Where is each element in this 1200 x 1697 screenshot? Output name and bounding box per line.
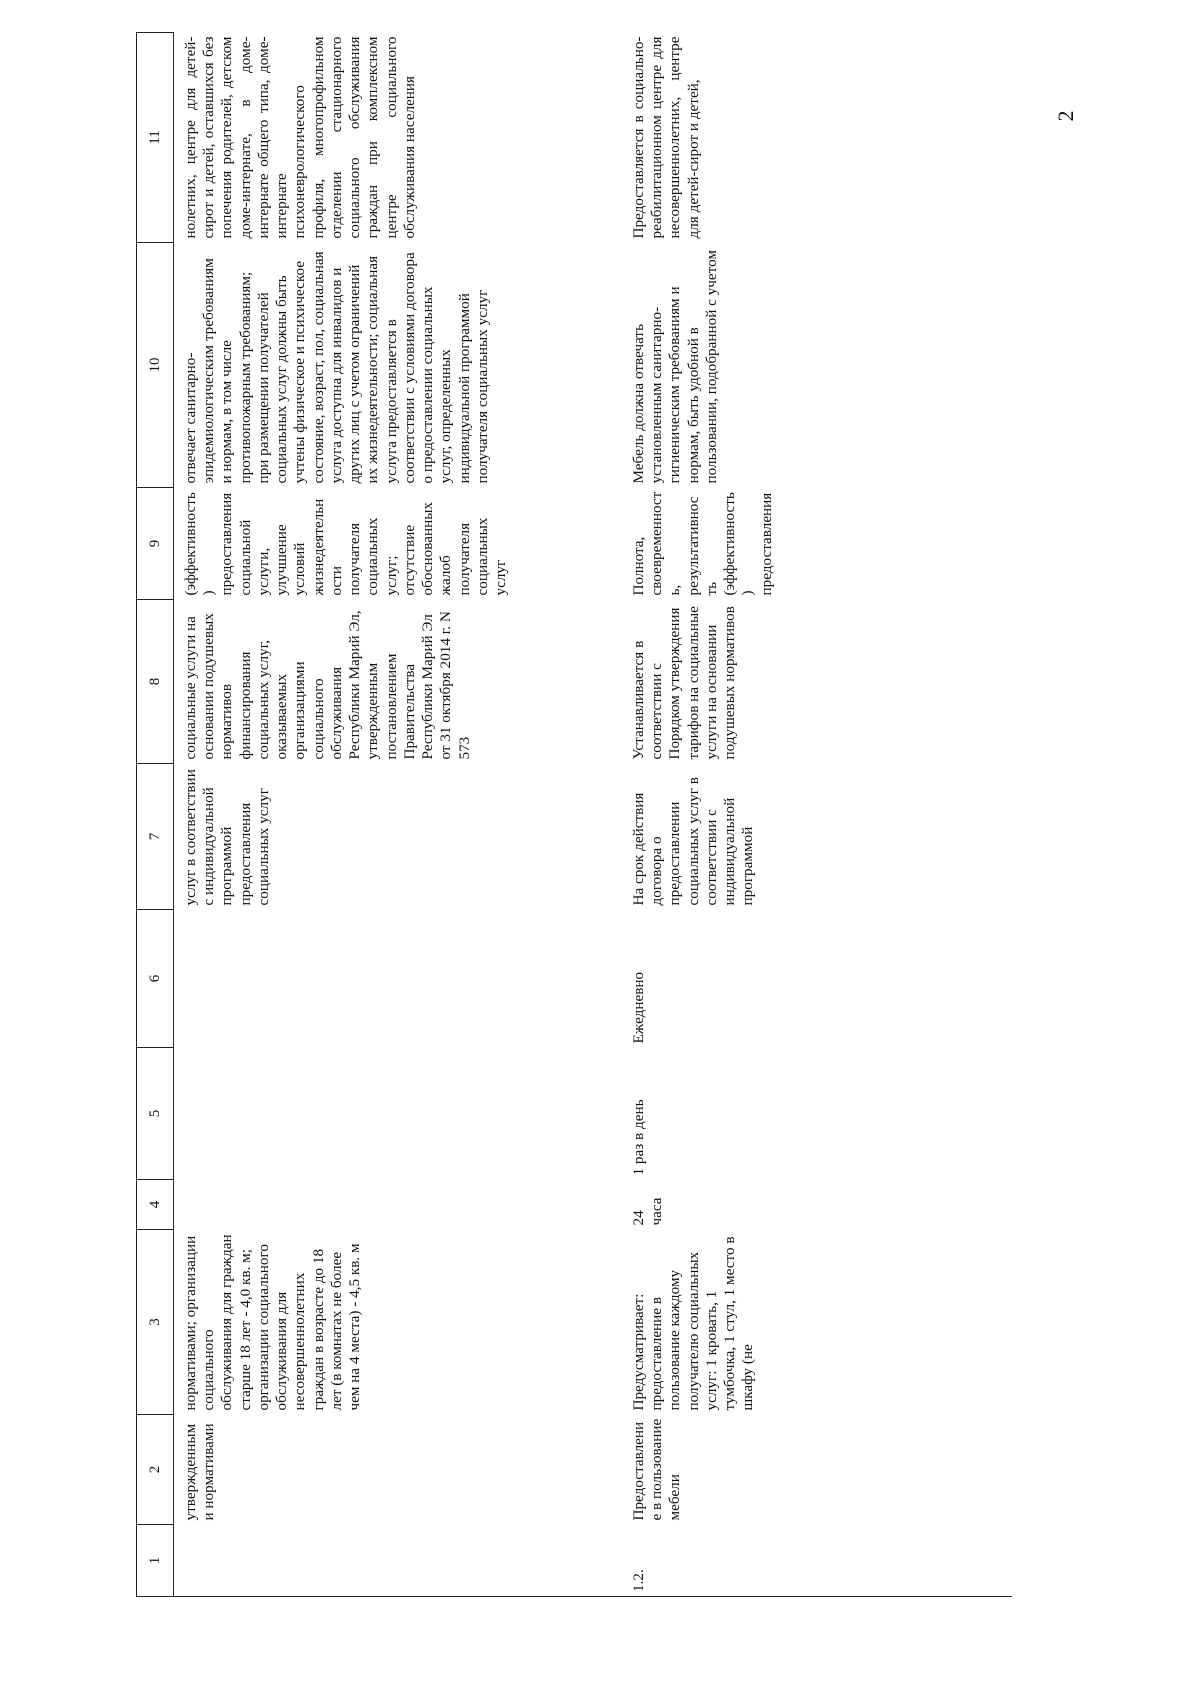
table-row	[174, 33, 617, 1597]
header-cell: 8	[137, 600, 174, 764]
header-cell: 11	[137, 33, 174, 243]
term-cell: услуг в соответствии с индивидуальной программой предоставления социальных услуг	[182, 769, 272, 906]
page-number: 2	[1053, 110, 1078, 122]
rotated-table-container	[136, 33, 1028, 1597]
quality-indicators-cell: (эффективность) предоставления социальной услуги, улучшение условий жизнедеятельности получателя социальных услуг; отсутствие обоснованных жалоб получателя социальных услуг	[182, 492, 509, 596]
conditions-cell: отвечает санитарно-эпидемиологическим требованиям и нормам, в том числе противопожарным требованиям; при размещении получателей социальных услуг должны быть учтены физическое и психическое состояние, возраст, пол, социальная услуга доступна для инвалидов и других лиц с учетом ограничений их жизнедеятельности; социальная услуга предоставляется в соответствии с условиями договора о предоставлении социальных услуг, определенных индивидуальной программой получателя социальных услуг	[182, 251, 491, 484]
header-row	[137, 33, 174, 1597]
duration-cell	[174, 1180, 617, 1230]
header-cell: 5	[137, 1048, 174, 1180]
header-cell: 3	[137, 1230, 174, 1415]
header-cell: 9	[137, 488, 174, 600]
header-cell: 1	[137, 1525, 174, 1597]
service-description-cell: Предусматривает: предоставление в пользование каждому получателю социальных услуг: 1 кровать, 1 тумбочка, 1 стул, 1 место в шкафу (не	[630, 1236, 757, 1411]
periodicity-cell	[174, 910, 617, 1048]
header-cell: 10	[137, 243, 174, 488]
tariff-cell: Устанавливается в соответствии с Порядком утверждения тарифов на социальные услуги на основании подушевых нормативов	[630, 606, 739, 760]
header-cell: 7	[137, 764, 174, 910]
conditions-cell: Мебель должна отвечать установленным санитарно-гигиеническим требованиям и нормам, быть удобной в пользовании, подобранной с учетом	[630, 249, 720, 484]
service-name-cell: утвержденным и нормативами	[182, 1423, 218, 1521]
header-cell: 6	[137, 910, 174, 1048]
provider-cell: Предоставляется в социально-реабилитационном центре для несовершеннолетних, центре для детей-сирот и детей,	[630, 36, 702, 239]
table-row	[616, 33, 1012, 1597]
services-table	[136, 32, 1012, 1597]
row-number-cell: 1.2.	[616, 1525, 1012, 1597]
quality-indicators-cell: Полнота, своевременность, результативность (эффективность) предоставления	[630, 491, 775, 596]
service-name-cell: Предоставление в пользование мебели	[630, 1418, 684, 1521]
service-description-cell: нормативами; организации социального обслуживания для граждан старше 18 лет - 4,0 кв. м; организации социального обслуживания для несовершеннолетних граждан в возрасте до 18 лет (в комнатах не более чем на 4 места) - 4,5 кв. м	[182, 1234, 364, 1411]
provider-cell: нолетних, центре для детей-сирот и детей, оставшихся без попечения родителей, детском доме-интернате, в доме-интернате общего типа, доме-интернате психоневрологического профиля, многопрофильном отделении стационарного социального обслуживания граждан при комплексном центре социального обслуживания населения	[182, 36, 418, 239]
row-number-cell	[174, 1525, 617, 1597]
tariff-cell: социальные услуги на основании подушевых нормативов финансирования социальных услуг, оказываемых организациями социального обслуживания Республики Марий Эл, утвержденным постановлением Правительства Республики Марий Эл от 31 октября 2014 г. N 573	[182, 610, 473, 760]
periodicity-cell: Ежедневно	[630, 971, 647, 1044]
frequency-cell	[174, 1048, 617, 1180]
frequency-cell: 1 раз в день	[630, 1099, 647, 1176]
header-cell: 4	[137, 1180, 174, 1230]
header-cell: 2	[137, 1415, 174, 1525]
duration-cell: 24 часа	[630, 1197, 666, 1226]
term-cell: На срок действия договора о предоставлении социальных услуг в соответствии с индивидуальной программой	[630, 777, 757, 906]
